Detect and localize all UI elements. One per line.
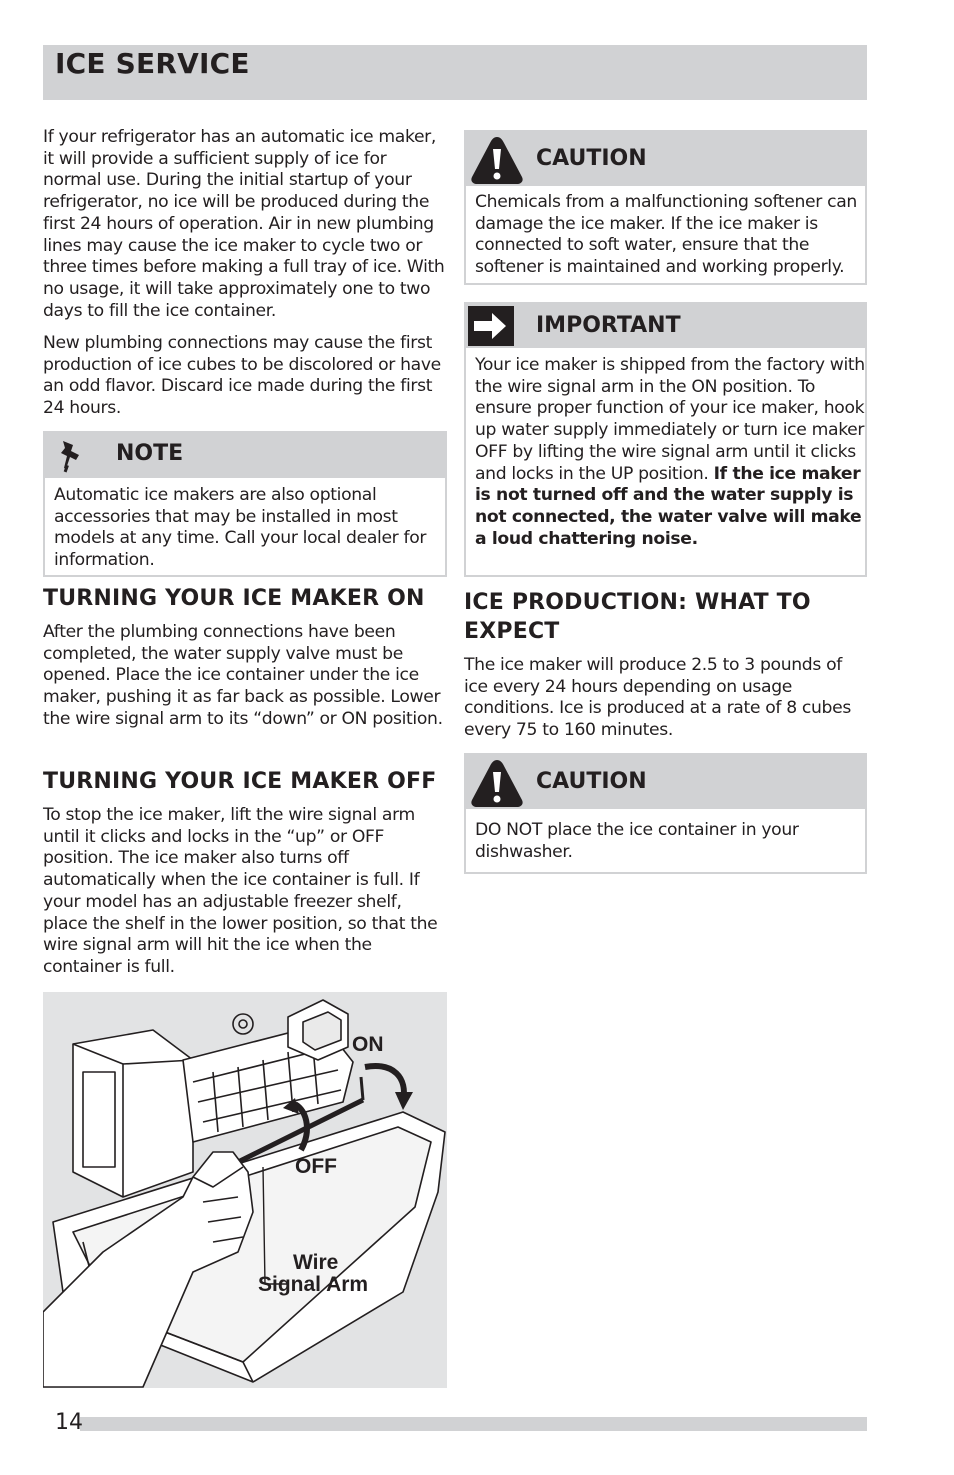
caution-title-2: CAUTION (536, 769, 647, 794)
caution-header-1 (466, 132, 865, 186)
turning-off-heading: TURNING YOUR ICE MAKER OFF (43, 769, 437, 794)
ice-production-heading: ICE PRODUCTION: WHAT TO EXPECT (464, 590, 811, 644)
caution-body-1: Chemicals from a malfunctioning softener can damage the ice maker. If the ice maker is connected to soft water, ensure that the softener is maintained and working properly. (475, 192, 857, 278)
intro-paragraph-1: If your refrigerator has an automatic ice maker, it will provide a sufficient supply of ice for normal use. During the initial startup of your refrigerator, no ice will be produced during the first 24 hours of operation. Air in new plumbing lines may cause the ice maker to cycle two or three times before making a full tray of ice. With no usage, it will take approximately one to two days to fill the ice container. (43, 127, 445, 321)
caution-header-2 (466, 755, 865, 809)
important-body (475, 355, 865, 550)
note-header (45, 433, 445, 478)
label-off: OFF (295, 1155, 337, 1178)
turning-on-heading: TURNING YOUR ICE MAKER ON (43, 586, 425, 611)
important-title: IMPORTANT (536, 313, 681, 338)
important-box (464, 302, 867, 577)
caution-box-2 (464, 753, 867, 874)
warning-icon (470, 758, 524, 812)
intro-paragraph-2: New plumbing connections may cause the first production of ice cubes to be discolored or have an odd flavor. Discard ice made during the first 24 hours. (43, 333, 441, 419)
important-body-text: Your ice maker is shipped from the factory with the wire signal arm in the ON position. To ensure proper function of your ice maker, hook up water supply immediately or turn ice maker OFF by lifting the wire signal arm until it clicks and locks in the UP position. (475, 355, 865, 484)
caution-title-1: CAUTION (536, 146, 647, 171)
ice-maker-illustration (43, 992, 447, 1388)
important-body-bold: If the ice maker is not turned off and the water supply is not connected, the water valve will make a loud chattering noise. (475, 463, 862, 549)
caution-box-1 (464, 130, 867, 285)
label-signal-arm: Signal Arm (258, 1273, 369, 1296)
arrow-right-icon (468, 306, 514, 350)
warning-icon (470, 135, 524, 189)
label-on: ON (352, 1033, 384, 1056)
footer-bar (80, 1417, 867, 1431)
important-header (466, 304, 865, 348)
page-title: ICE SERVICE (55, 47, 250, 80)
label-wire: Wire (293, 1251, 339, 1274)
turning-off-body: To stop the ice maker, lift the wire signal arm until it clicks and locks in the “up” or OFF position. The ice maker also turns off automatically when the ice container is full. If your model has an adjustable freezer shelf, place the shelf in the lower position, so that the wire signal arm will hit the ice when the container is full. (43, 805, 438, 977)
note-title: NOTE (116, 441, 184, 466)
ice-production-body: The ice maker will produce 2.5 to 3 pounds of ice every 24 hours depending on usage conditions. Ice is produced at a rate of 8 cubes every 75 to 160 minutes. (464, 655, 851, 741)
page-number: 14 (55, 1410, 83, 1435)
note-body: Automatic ice makers are also optional accessories that may be installed in most models at any time. Call your local dealer for information. (54, 485, 427, 571)
note-box (43, 431, 447, 577)
caution-body-2: DO NOT place the ice container in your dishwasher. (475, 820, 799, 862)
turning-on-body: After the plumbing connections have been completed, the water supply valve must be opened. Place the ice container under the ice maker, pushing it as far back as possible. Lower the wire signal arm to its “down” or ON position. (43, 622, 443, 729)
pushpin-icon (59, 439, 89, 477)
section-header-bar (43, 45, 867, 100)
ice-maker-drawing (43, 992, 447, 1388)
